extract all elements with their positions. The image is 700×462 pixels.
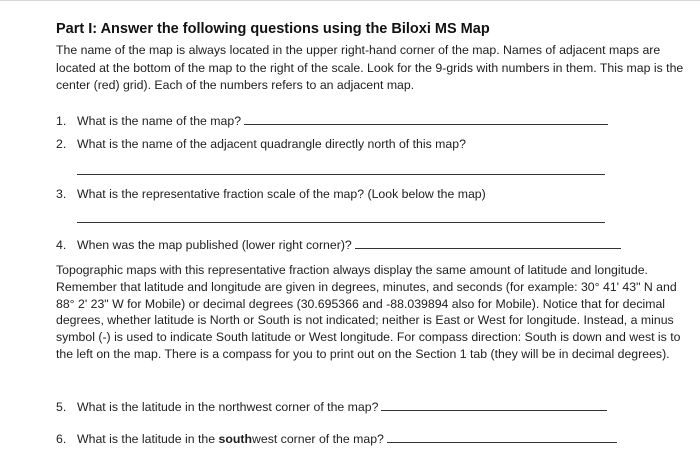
- question-number: 2.: [56, 137, 67, 151]
- question-4: [56, 236, 621, 254]
- answer-blank-1[interactable]: [244, 112, 608, 125]
- question-text: What is the representative fraction scale of the map? (Look below the map): [77, 187, 486, 201]
- explanation-paragraph: Topographic maps with this representative fraction always display the same amount of latitude and longitude. Remember that latitude and longitude are given in degrees, minutes, and seconds (for example: 30° 41' 43" N and 88° 2' 23" W for Mobile) or decimal degrees (30.695366 and -88.039894 also for Mobile). Notice that for decimal degrees, whether latitude is North or South is not indicated; neither is East or West for longitude. Instead, a minus symbol (-) is used to indicate South latitude or West longitude. For compass direction: South is down and west is to the left on the map. There is a compass for you to print out on the Section 1 tab (they will be in decimal degrees).: [56, 263, 681, 361]
- answer-blank-4[interactable]: [355, 236, 621, 249]
- question-2: [56, 136, 466, 153]
- question-text: What is the latitude in the northwest corner of the map?: [77, 400, 379, 414]
- answer-blank-5[interactable]: [381, 398, 607, 411]
- question-5: [56, 398, 607, 416]
- question-text-start: What is the latitude in the: [77, 432, 219, 446]
- section-heading: Part I: Answer the following questions using the Biloxi MS Map: [56, 21, 490, 37]
- question-text-emphasis: south: [218, 432, 252, 446]
- question-6: [56, 430, 617, 448]
- document-body: [56, 20, 686, 95]
- top-border: [0, 0, 700, 1]
- question-number: 5.: [56, 400, 67, 414]
- question-number: 6.: [56, 432, 67, 446]
- answer-blank-6[interactable]: [387, 430, 617, 443]
- intro-paragraph: The name of the map is always located in the upper right-hand corner of the map. Names of adjacent maps are located at the bottom of the map to the right of the scale. Look for the 9-grids with numbers in them. This map is the center (red) grid). Each of the numbers refers to an adjacent map.: [56, 43, 684, 92]
- question-number: 1.: [56, 114, 67, 128]
- question-number: 4.: [56, 238, 67, 252]
- question-number: 3.: [56, 187, 67, 201]
- question-1: [56, 112, 608, 130]
- question-text-end: west corner of the map?: [251, 432, 384, 446]
- question-3: [56, 186, 486, 203]
- answer-line-2[interactable]: [77, 174, 605, 175]
- question-text: What is the name of the adjacent quadrangle directly north of this map?: [77, 137, 466, 151]
- answer-line-3[interactable]: [77, 222, 605, 223]
- question-text: What is the name of the map?: [77, 114, 242, 128]
- question-text: When was the map published (lower right corner)?: [77, 238, 352, 252]
